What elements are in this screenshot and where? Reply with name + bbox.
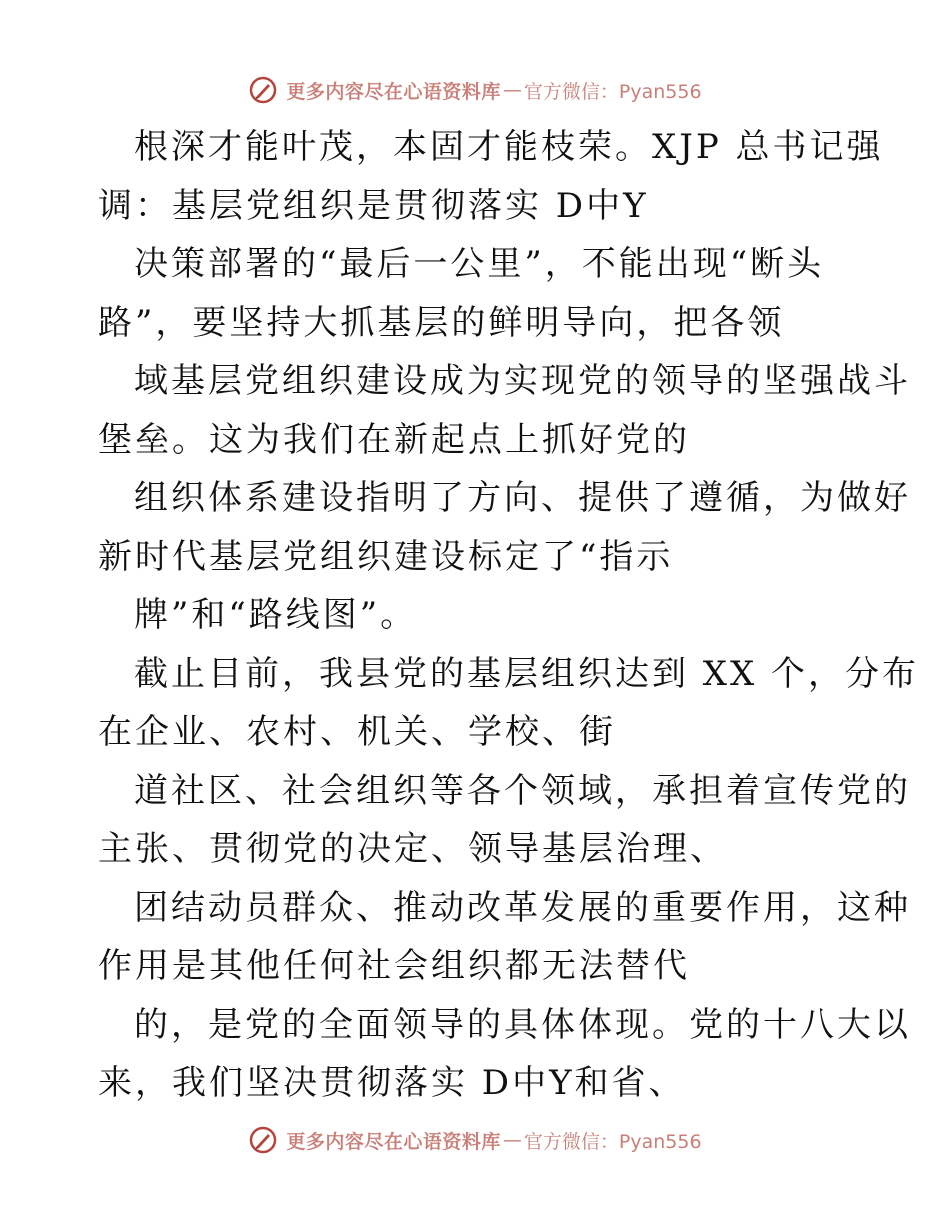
text-line: 根深才能叶茂，本固才能枝荣。XJP 总书记强 [134,127,884,167]
text-line: 来，我们坚决贯彻落实 D中Y和省、 [98,1063,686,1103]
footer-banner-separator: — [502,1129,522,1151]
text-line: 团结动员群众、推动改革发展的重要作用，这种 [134,887,911,928]
header-banner-separator: — [502,79,522,101]
document-body [98,118,920,1113]
text-line: 主张、贯彻党的决定、领导基层治理、 [98,829,727,869]
footer-banner-contact: 官方微信：Pyan556 [523,1130,702,1153]
header-banner-contact: 官方微信：Pyan556 [523,80,702,103]
footer-banner-text: 更多内容尽在心语资料库 [286,1130,501,1153]
text-line: 堡垒。这为我们在新起点上抓好党的 [98,419,690,460]
text-line: 决策部署的“最后一公里”，不能出现“断头 [134,244,825,284]
header-banner [0,70,950,110]
header-banner-text: 更多内容尽在心语资料库 [286,80,501,103]
pen-logo-icon [248,1125,278,1155]
text-line: 道社区、社会组织等各个领域，承担着宣传党的 [134,770,911,811]
text-line: 组织体系建设指明了方向、提供了遵循，为做好 [134,478,911,518]
text-line: 新时代基层党组织建设标定了“指示 [98,536,674,577]
text-line: 路”，要坚持大抓基层的鲜明导向，把各领 [98,302,785,343]
text-line: 的，是党的全面领导的具体体现。党的十八大以 [134,1004,911,1045]
footer-banner [0,1120,950,1160]
text-line: 在企业、农村、机关、学校、街 [98,712,616,752]
text-line: 作用是其他任何社会组织都无法替代 [98,946,690,986]
pen-logo-icon [248,75,278,105]
text-line: 调：基层党组织是贯彻落实 D中Y [98,185,649,226]
text-line: 域基层党组织建设成为实现党的领导的坚强战斗 [134,361,911,401]
text-line: 截止目前，我县党的基层组织达到 XX 个，分布 [134,653,920,694]
text-line: 牌”和“路线图”。 [134,595,418,635]
